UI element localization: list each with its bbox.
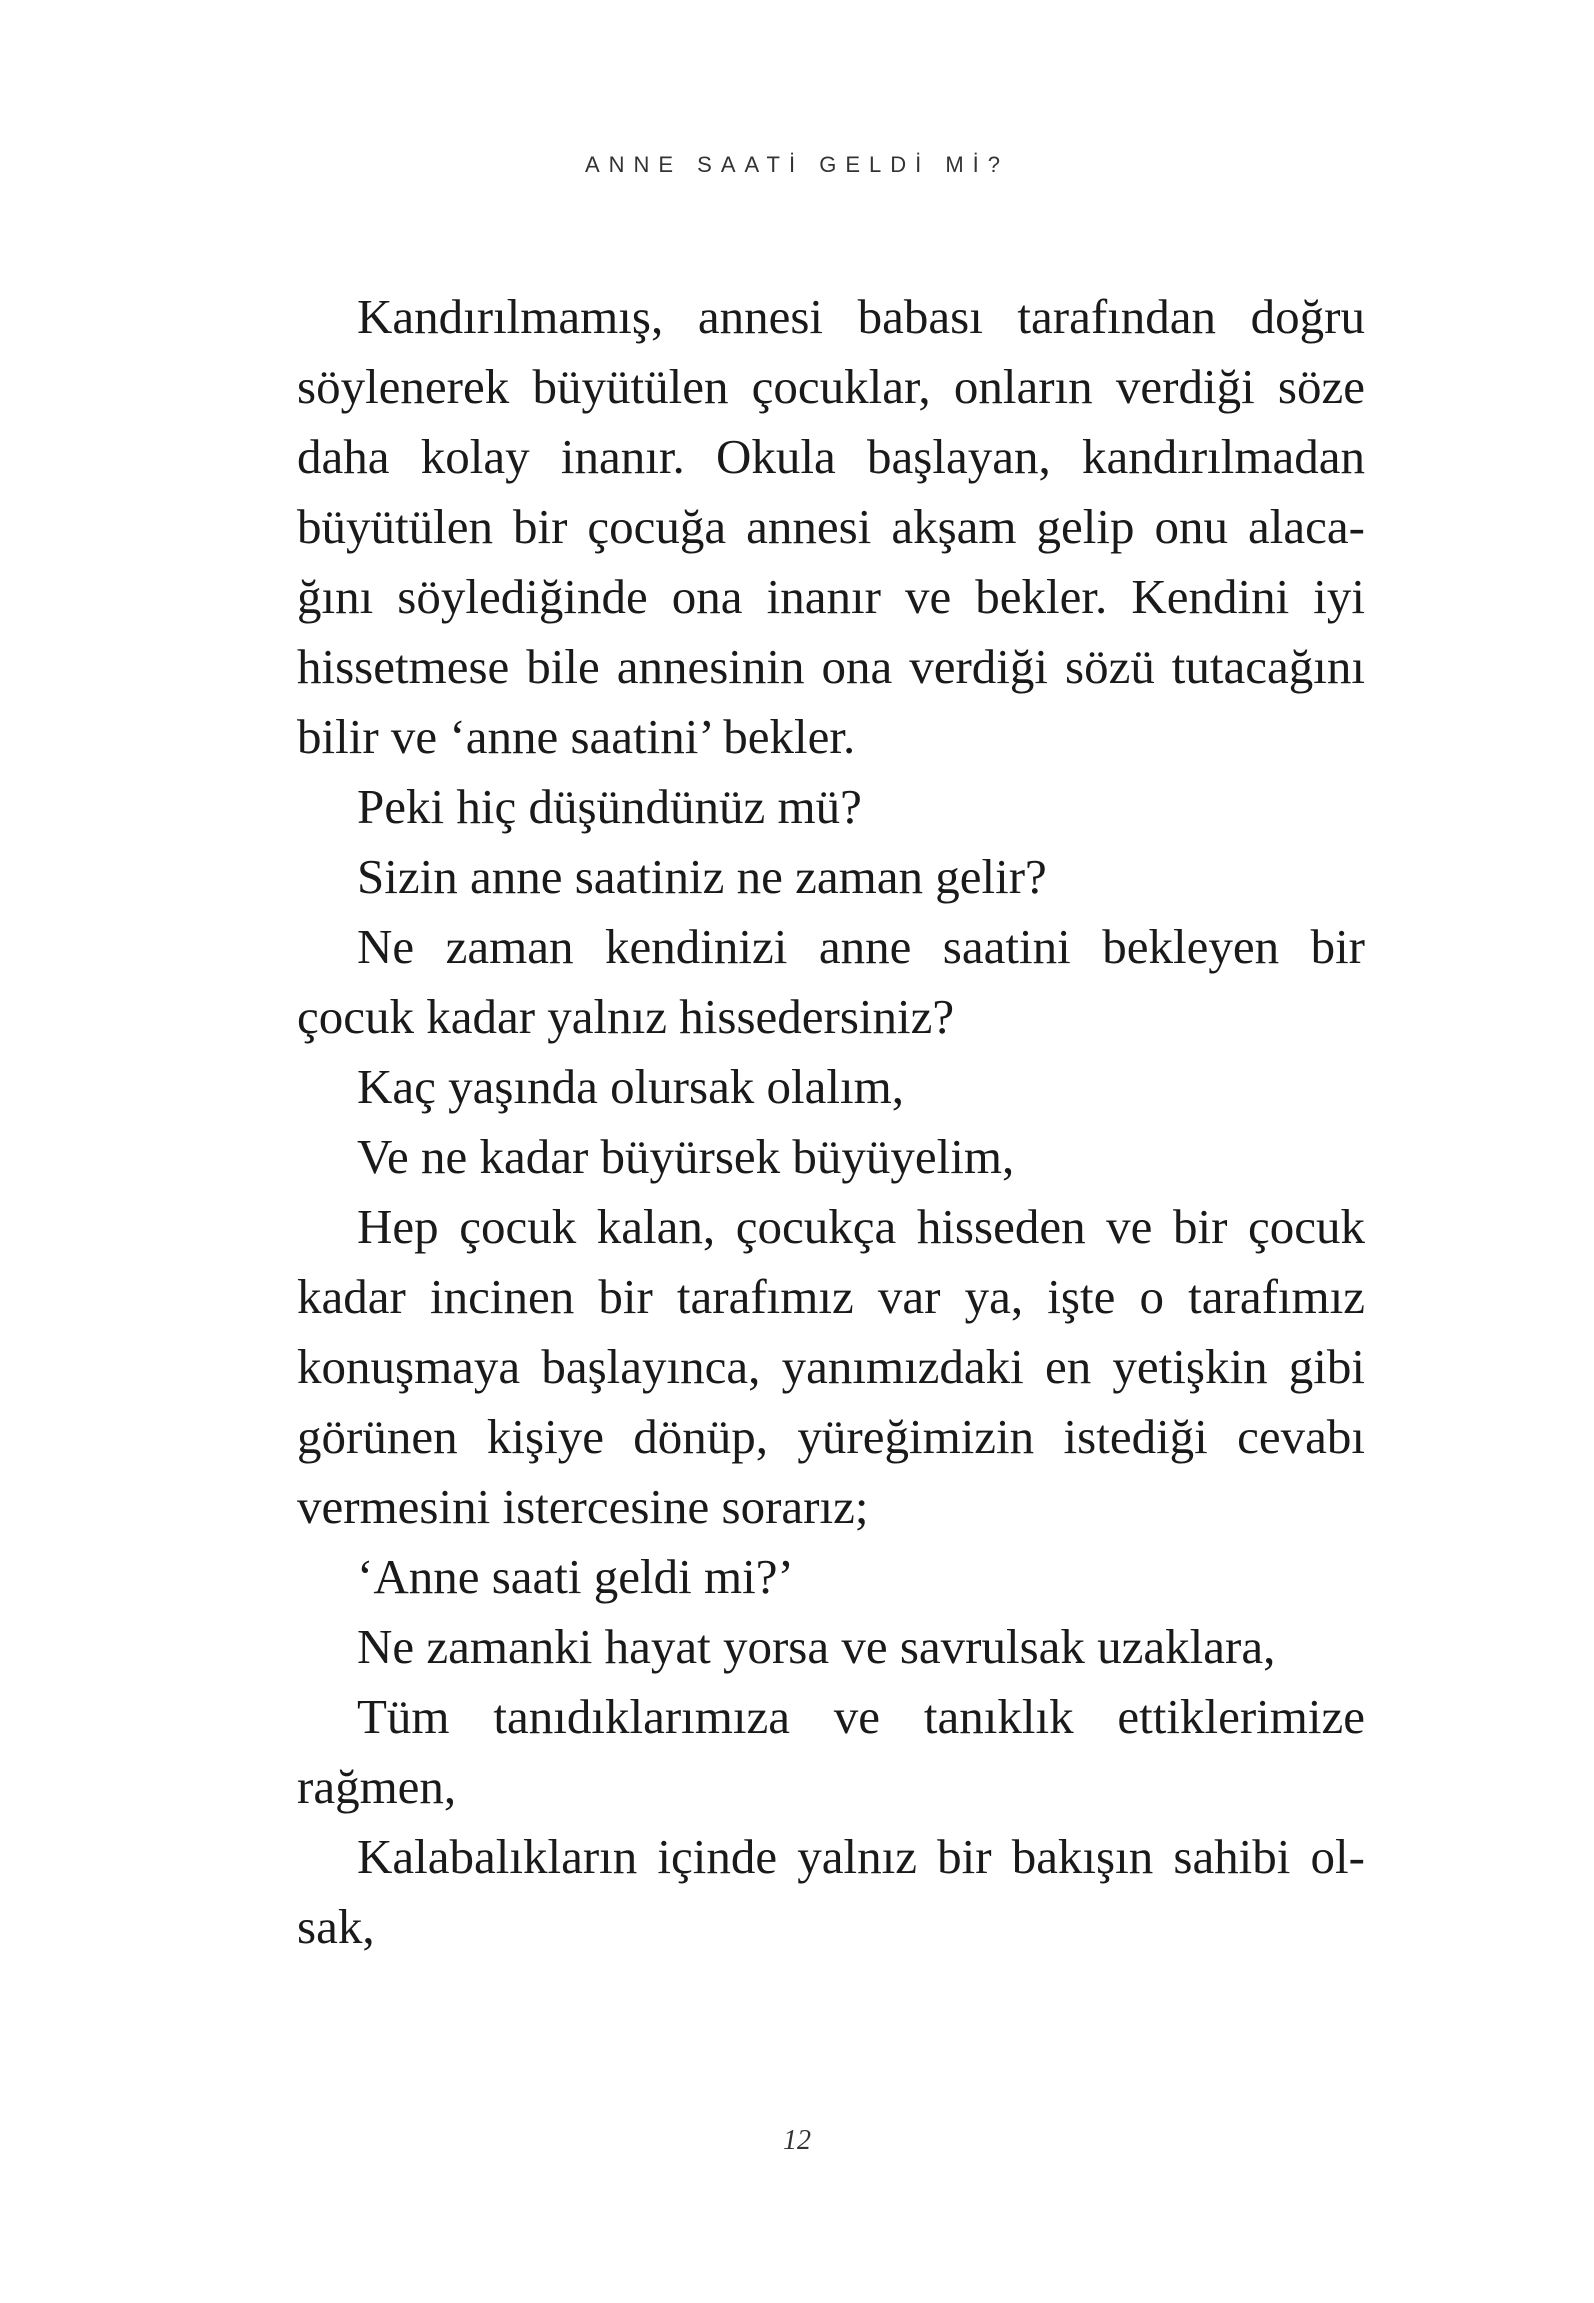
paragraph: Ne zamanki hayat yorsa ve savrulsak uzaklara, [357,1619,1276,1674]
paragraph: Kandırılmamış, annesi babası tarafından doğru söylenerek büyütülen çocuklar, onların verdiği söze daha kolay inanır. Okula başlayan, kandırılmadan büyütülen bir çocuğa annesi akşam gelip onu alacağını söylediğinde ona inanır ve bekler. Kendini iyi hissetmese bile annesinin ona verdiği sözü tutacağını bilir ve ‘anne saatini’ bekler. [297,289,1365,764]
running-header: ANNE SAATİ GELDİ Mİ? [584,152,1010,177]
paragraph: Tüm tanıdıklarımıza ve tanıklık ettiklerimize rağmen, [297,1689,1365,1814]
paragraph: Peki hiç düşündünüz mü? [357,779,862,834]
page-number: 12 [783,2125,811,2156]
paragraph: ‘Anne saati geldi mi?’ [357,1549,794,1604]
paragraph: Sizin anne saatiniz ne zaman gelir? [357,849,1047,904]
paragraph: Ne zaman kendinizi anne saatini bekleyen bir çocuk kadar yalnız hissedersiniz? [297,919,1365,1044]
paragraph: Ve ne kadar büyürsek büyüyelim, [357,1129,1015,1184]
body-text [297,282,1365,1962]
paragraph: Kalabalıkların içinde yalnız bir bakışın sahibi olsak, [297,1829,1365,1954]
paragraph: Kaç yaşında olursak olalım, [357,1059,905,1114]
paragraph: Hep çocuk kalan, çocukça hisseden ve bir çocuk kadar incinen bir tarafımız var ya, işte o tarafımız konuşmaya başlayınca, yanımızdaki en yetişkin gibi görünen kişiye dönüp, yüreğimizin istediği cevabı vermesini istercesine sorarız; [297,1199,1365,1534]
